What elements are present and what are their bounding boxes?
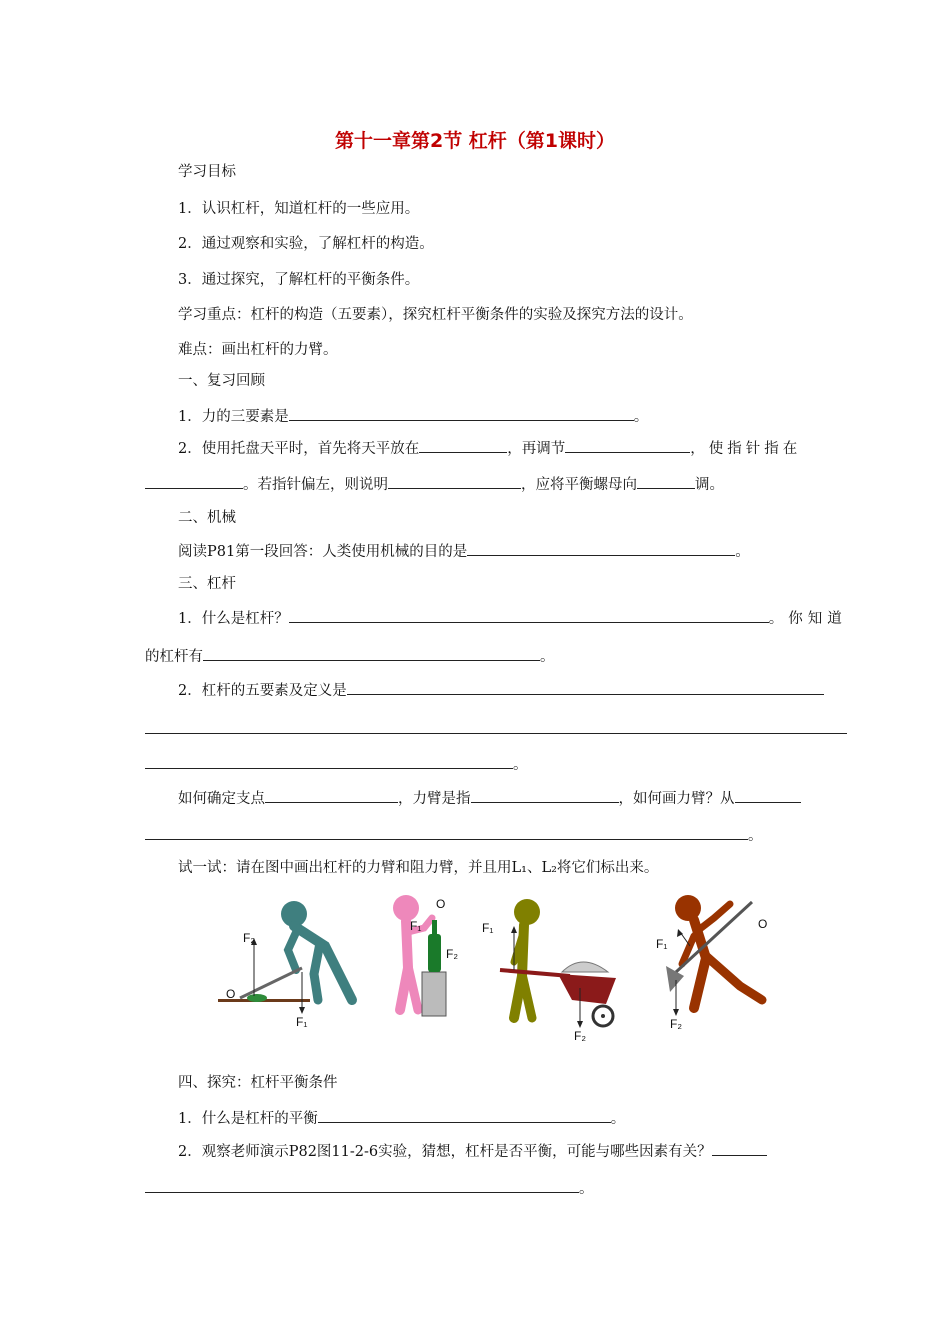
fulcrum-label: O [436, 897, 446, 911]
answer-blank[interactable] [318, 1108, 611, 1123]
force-label: F₁ [296, 1015, 308, 1029]
lever-q2-line3 [145, 754, 528, 775]
bottle-opener-figure[interactable] [393, 895, 458, 1016]
answer-blank[interactable] [467, 541, 735, 556]
period: 。 [540, 649, 555, 665]
answer-blank[interactable] [145, 825, 748, 840]
key-point: 学习重点：杠杆的构造（五要素），探究杠杆平衡条件的实验及探究方法的设计。 [178, 307, 693, 323]
answer-blank[interactable] [419, 438, 507, 453]
page-title: 第十一章第2节 杠杆（第1课时） [334, 130, 616, 152]
objective-2: 2．通过观察和实验，了解杠杆的构造。 [178, 236, 434, 252]
answer-blank[interactable] [289, 406, 634, 421]
lever-q1-mid: 。你知道 [768, 611, 847, 627]
answer-blank[interactable] [265, 788, 398, 803]
answer-blank[interactable] [712, 1141, 767, 1156]
machine-question [178, 541, 750, 562]
period: 。 [579, 1181, 594, 1197]
lever-q2-text: 2．杠杆的五要素及定义是 [178, 683, 347, 699]
force-label: F₂ [446, 947, 458, 961]
review-q2-text-e: ，应将平衡螺母向 [521, 477, 637, 493]
answer-blank[interactable] [347, 680, 824, 695]
crowbar-figure[interactable] [218, 901, 352, 1029]
objective-3: 3．通过探究，了解杠杆的平衡条件。 [178, 272, 420, 288]
force-label: F₂ [243, 931, 255, 945]
review-q2-text-d: 。若指针偏左，则说明 [243, 477, 388, 493]
lever-q3-text-b: ，力臂是指 [398, 791, 471, 807]
objectives-heading: 学习目标 [178, 164, 236, 180]
lever-q3-text-c: ，如何画力臂？从 [618, 791, 735, 807]
answer-line[interactable] [145, 733, 847, 734]
difficulty: 难点：画出杠杆的力臂。 [178, 342, 338, 358]
lever-q1-line1 [178, 608, 847, 629]
wheelbarrow-figure[interactable] [482, 899, 616, 1043]
answer-blank[interactable] [145, 474, 243, 489]
lever-q3-line1 [178, 788, 801, 809]
answer-blank[interactable] [735, 788, 801, 803]
answer-blank[interactable] [471, 788, 619, 803]
objective-1: 1．认识杠杆，知道杠杆的一些应用。 [178, 201, 420, 217]
lever-q1-line2 [145, 646, 555, 667]
explore-q2-line1 [178, 1141, 767, 1162]
lever-figures [210, 888, 800, 1048]
review-q2-line1 [178, 438, 801, 459]
lever-heading: 三、杠杆 [178, 576, 236, 592]
period: 。 [633, 409, 649, 425]
review-q2-text-f: 调。 [695, 477, 724, 493]
review-q1 [178, 406, 648, 427]
explore-q1 [178, 1108, 625, 1129]
explore-q2-line2 [145, 1178, 594, 1199]
period: 。 [610, 1111, 626, 1127]
try-it-instruction: 试一试：请在图中画出杠杆的力臂和阻力臂，并且用L₁、L₂将它们标出来。 [178, 860, 659, 876]
force-label: F₂ [574, 1029, 586, 1043]
fulcrum-label: O [226, 987, 236, 1001]
shovel-figure[interactable] [656, 895, 767, 1031]
explore-heading: 四、探究：杠杆平衡条件 [178, 1075, 338, 1091]
fulcrum-label: O [758, 917, 768, 931]
explore-q1-text: 1．什么是杠杆的平衡 [178, 1111, 318, 1127]
answer-blank[interactable] [203, 646, 540, 661]
review-q1-text: 1．力的三要素是 [178, 409, 289, 425]
force-label: F₁ [656, 937, 668, 951]
machine-question-text: 阅读P81第一段回答：人类使用机械的目的是 [178, 544, 468, 560]
lever-q3-line2 [145, 825, 763, 846]
answer-blank[interactable] [145, 1178, 579, 1193]
machine-heading: 二、机械 [178, 510, 236, 526]
answer-blank[interactable] [565, 438, 690, 453]
period: 。 [735, 544, 750, 560]
lever-q2-line1 [178, 680, 824, 701]
force-label: F₂ [670, 1017, 682, 1031]
explore-q2-text: 2．观察老师演示P82图11-2-6实验，猜想，杠杆是否平衡，可能与哪些因素有关？ [178, 1144, 712, 1160]
review-q2-line2 [145, 474, 724, 495]
review-heading: 一、复习回顾 [178, 373, 265, 389]
lever-q3-text-a: 如何确定支点 [178, 791, 265, 807]
review-q2-text-b: ，再调节 [507, 441, 566, 457]
answer-blank[interactable] [388, 474, 521, 489]
force-label: F₁ [482, 921, 494, 935]
answer-blank[interactable] [637, 474, 695, 489]
review-q2-text-a: 2．使用托盘天平时，首先将天平放在 [178, 441, 420, 457]
lever-q1-line2-text: 的杠杆有 [145, 649, 203, 665]
review-q2-text-c: ，使指针指在 [690, 441, 802, 457]
force-label: F₁ [410, 919, 422, 933]
lever-q1-text: 1．什么是杠杆？ [178, 611, 289, 627]
period: 。 [513, 757, 528, 773]
period: 。 [748, 828, 763, 844]
answer-blank[interactable] [289, 608, 769, 623]
answer-blank[interactable] [145, 754, 513, 769]
